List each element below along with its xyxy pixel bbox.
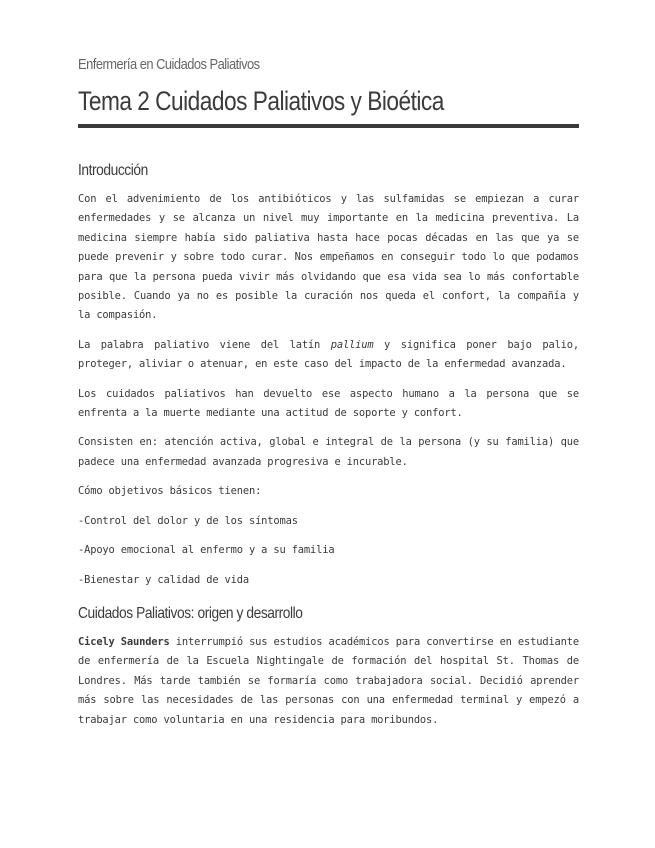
section-heading-origen-desarrollo: Cuidados Paliativos: origen y desarrollo — [78, 604, 303, 622]
list-item-control-dolor: -Control del dolor y de los síntomas — [78, 514, 298, 527]
course-title: Enfermería en Cuidados Paliativos — [78, 56, 260, 73]
document-page — [78, 54, 579, 730]
paragraph-consisten: Consisten en: atención activa, global e integral de la persona (y su familia) que padece una enfermedad avanzada progresiva e incurable. — [78, 436, 579, 468]
paragraph-paliativo-before: La palabra paliativo viene del latín — [78, 338, 331, 351]
section-heading-introduccion: Introducción — [78, 162, 148, 179]
paragraph-objetivos: Cómo objetivos básicos tienen: — [78, 485, 262, 498]
paragraph-paliativo-after: y significa poner bajo palio, proteger, aliviar o atenuar, en este caso del impacto de la enfermedad avanzada. — [78, 338, 579, 371]
paragraph-paliativo — [78, 336, 579, 375]
paragraph-advenimiento: Con el advenimiento de los antibióticos y las sulfamidas se empiezan a curar enfermedades y se alcanza un nivel muy importante en la medicina preventiva. La medicina siempre había sido paliativa hasta hace pocas décadas en las que ya se puede prevenir y sobre todo curar. Nos empeñamos en conseguir todo lo que podamos para que la persona pueda vivir más olvidando que esa vida sea lo más confortable posible. Cuando ya no es posible la curación nos queda el confort, la compañía y la compasión. — [78, 193, 579, 322]
person-name: Cicely Saunders — [78, 635, 170, 648]
latin-term: pallium — [330, 338, 374, 351]
paragraph-cicely-after: interrumpió sus estudios académicos para convertirse en estudiante de enfermería de la Escuela Nightingale de formación del hospital St. Thomas de Londres. Más tarde también se formaría como trabajadora social. Decidió aprender más sobre las necesidades de las personas con una enfermedad terminal y empezó a trabajar como voluntaria en una residencia para moribundos. — [78, 635, 579, 726]
list-item-apoyo-emocional: -Apoyo emocional al enfermo y a su familia — [78, 544, 335, 557]
page-title: Tema 2 Cuidados Paliativos y Bioética — [78, 86, 444, 116]
title-divider — [78, 124, 579, 128]
list-item-bienestar: -Bienestar y calidad de vida — [78, 573, 249, 586]
paragraph-cicely-saunders — [78, 633, 579, 730]
paragraph-aspecto-humano: Los cuidados paliativos han devuelto ese aspecto humano a la persona que se enfrenta a la muerte mediante una actitud de soporte y confort. — [78, 387, 579, 420]
